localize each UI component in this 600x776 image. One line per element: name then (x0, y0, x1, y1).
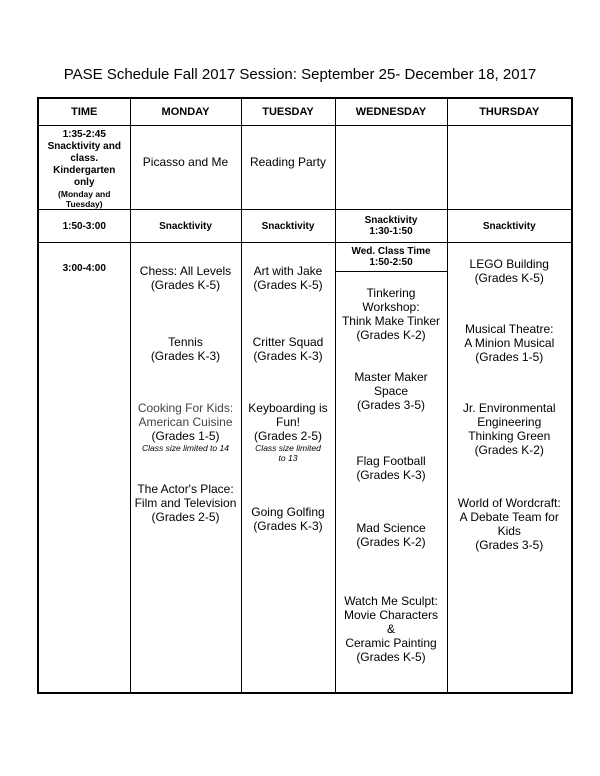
class-grades: (Grades 2-5) (151, 510, 220, 524)
time-text: class. (70, 153, 99, 164)
class-name: Art with Jake (253, 264, 323, 278)
class-mad-science (336, 521, 447, 549)
time-cell-snack: 1:50-3:00 (38, 210, 130, 243)
class-grades: (Grades K-5) (356, 650, 426, 664)
header-tuesday: TUESDAY (241, 98, 335, 126)
class-name: Watch Me Sculpt: (344, 594, 438, 608)
wednesday-classes-cell (335, 243, 447, 693)
class-name: Keyboarding is (248, 401, 328, 415)
class-grades: (Grades 3-5) (475, 538, 544, 552)
class-name: Kids (497, 524, 521, 538)
class-time-label: Wed. Class Time (351, 246, 431, 257)
wednesday-snack-cell (335, 210, 447, 243)
classes-row (38, 243, 572, 693)
class-name: A Debate Team for (459, 510, 559, 524)
class-grades: (Grades K-3) (253, 349, 323, 363)
page-title: PASE Schedule Fall 2017 Session: September 25- December 18, 2017 (63, 66, 537, 83)
class-grades: (Grades K-3) (150, 349, 221, 363)
class-name: Critter Squad (252, 335, 324, 349)
class-name: Chess: All Levels (139, 264, 232, 278)
class-flag-football (336, 454, 447, 482)
header-wednesday: WEDNESDAY (335, 98, 447, 126)
kindergarten-row (38, 126, 572, 210)
class-name: Workshop: (362, 300, 420, 314)
class-name: Cooking For Kids: (137, 401, 234, 415)
time-note: (Monday and (58, 189, 111, 199)
class-name: Space (373, 384, 409, 398)
header-monday: MONDAY (130, 98, 241, 126)
monday-snack-cell: Snacktivity (130, 210, 241, 243)
tuesday-kindergarten-cell (241, 126, 335, 210)
class-grades: (Grades K-2) (474, 443, 544, 457)
class-name: A Minion Musical (464, 336, 555, 350)
class-note: Class size limited (255, 443, 321, 453)
time-note: Tuesday) (65, 199, 103, 209)
class-name: Ceramic Painting (345, 636, 437, 650)
class-name: Engineering (477, 415, 542, 429)
class-grades: (Grades 1-5) (151, 429, 220, 443)
class-grades: (Grades K-5) (474, 271, 544, 285)
monday-kindergarten-cell (130, 126, 241, 210)
class-name: Picasso and Me (142, 155, 229, 169)
wednesday-class-time (336, 243, 447, 272)
class-name: Master Maker (354, 370, 428, 384)
class-name: Flag Football (356, 454, 426, 468)
snack-row (38, 210, 572, 243)
class-name: Musical Theatre: (465, 322, 554, 336)
time-text: Kindergarten (53, 165, 116, 176)
class-environmental-engineering (448, 401, 572, 457)
time-text: Snacktivity and (47, 141, 121, 152)
class-name: Reading Party (249, 155, 327, 169)
class-tennis (131, 335, 241, 363)
class-name: The Actor's Place: (137, 482, 234, 496)
class-grades: (Grades K-2) (356, 328, 426, 342)
thursday-classes-cell (447, 243, 572, 693)
class-grades: (Grades 1-5) (475, 350, 544, 364)
wednesday-kindergarten-cell (335, 126, 447, 210)
class-grades: (Grades K-3) (253, 519, 323, 533)
class-name: Film and Television (134, 496, 237, 510)
tuesday-snack-cell: Snacktivity (241, 210, 335, 243)
class-name: Going Golfing (251, 505, 325, 519)
class-golfing (242, 505, 335, 533)
header-row (38, 98, 572, 126)
class-name: Tinkering (366, 286, 416, 300)
class-name: Think Make Tinker (341, 314, 441, 328)
class-tinkering (336, 286, 447, 342)
class-grades: (Grades 2-5) (253, 429, 323, 443)
class-name: Tennis (168, 335, 203, 349)
time-cell-classes (38, 243, 130, 693)
time-text: 1:35-2:45 (62, 129, 106, 140)
class-actors-place (131, 482, 241, 524)
class-time-value: 1:50-2:50 (369, 257, 413, 268)
class-grades: (Grades K-5) (150, 278, 221, 292)
class-grades: (Grades K-5) (253, 278, 323, 292)
class-note: Class size limited to 14 (142, 443, 229, 453)
class-name: Mad Science (356, 521, 426, 535)
snack-label: Snacktivity (364, 215, 418, 226)
class-name: Movie Characters (343, 608, 439, 622)
class-wordcraft (448, 496, 572, 552)
class-chess (131, 264, 241, 292)
class-art (242, 264, 335, 292)
class-name: Fun! (275, 415, 300, 429)
class-watch-me-sculpt (336, 594, 447, 664)
class-name: & (386, 622, 395, 636)
class-name: Thinking Green (468, 429, 551, 443)
class-critter-squad (242, 335, 335, 363)
class-musical-theatre (448, 322, 572, 364)
snack-time: 1:30-1:50 (369, 226, 413, 237)
header-time: TIME (38, 98, 130, 126)
thursday-kindergarten-cell (447, 126, 572, 210)
class-name: World of Wordcraft: (457, 496, 561, 510)
class-keyboarding (242, 401, 335, 463)
class-lego (448, 257, 572, 285)
class-master-maker (336, 370, 447, 412)
class-cooking (131, 401, 241, 453)
class-name: LEGO Building (469, 257, 549, 271)
thursday-snack-cell: Snacktivity (447, 210, 572, 243)
monday-classes-cell (130, 243, 241, 693)
time-text: 3:00-4:00 (62, 263, 106, 274)
schedule-table (37, 97, 573, 694)
class-name: Jr. Environmental (462, 401, 556, 415)
class-grades: (Grades 3-5) (356, 398, 426, 412)
tuesday-classes-cell (241, 243, 335, 693)
class-name: American Cuisine (138, 415, 233, 429)
class-grades: (Grades K-2) (356, 535, 426, 549)
time-text: only (73, 177, 95, 188)
class-grades: (Grades K-3) (356, 468, 426, 482)
header-thursday: THURSDAY (447, 98, 572, 126)
class-note: to 13 (278, 453, 298, 463)
time-cell-kindergarten (38, 126, 130, 210)
